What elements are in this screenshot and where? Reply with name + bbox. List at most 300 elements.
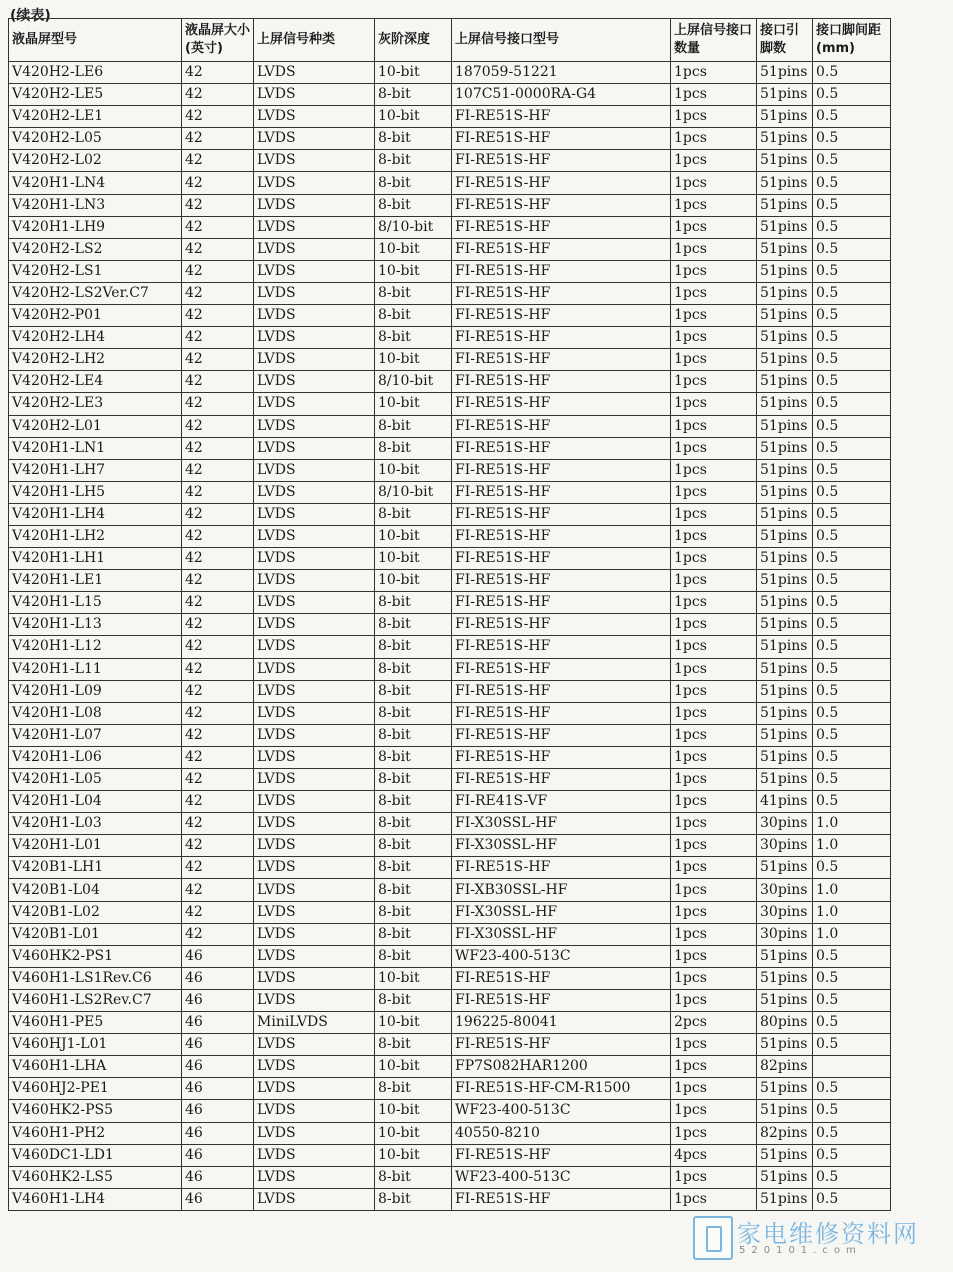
cell-model: V420H1-L01 bbox=[9, 835, 182, 857]
cell-connector-model: 187059-51221 bbox=[452, 62, 671, 84]
cell-pin-count: 51pins bbox=[757, 1144, 813, 1166]
cell-model: V420H2-L05 bbox=[9, 128, 182, 150]
cell-size: 42 bbox=[182, 415, 254, 437]
cell-signal-type: LVDS bbox=[254, 548, 375, 570]
cell-size: 42 bbox=[182, 746, 254, 768]
cell-pin-count: 51pins bbox=[757, 614, 813, 636]
table-row bbox=[9, 1034, 891, 1056]
cell-pin-count: 51pins bbox=[757, 238, 813, 260]
cell-size: 46 bbox=[182, 1188, 254, 1210]
cell-pin-pitch: 0.5 bbox=[813, 481, 891, 503]
cell-connector-model: FI-RE51S-HF bbox=[452, 702, 671, 724]
cell-gray-depth: 8-bit bbox=[375, 857, 452, 879]
cell-connector-model: FI-RE51S-HF bbox=[452, 1188, 671, 1210]
cell-gray-depth: 8-bit bbox=[375, 415, 452, 437]
cell-size: 46 bbox=[182, 1144, 254, 1166]
cell-size: 46 bbox=[182, 1078, 254, 1100]
cell-signal-type: LVDS bbox=[254, 62, 375, 84]
cell-model: V420H1-L05 bbox=[9, 769, 182, 791]
table-row bbox=[9, 260, 891, 282]
cell-connector-model: FI-RE51S-HF bbox=[452, 305, 671, 327]
cell-connector-count: 1pcs bbox=[671, 371, 757, 393]
table-row bbox=[9, 592, 891, 614]
cell-connector-model: FI-RE51S-HF bbox=[452, 592, 671, 614]
table-row bbox=[9, 327, 891, 349]
cell-model: V420H1-L09 bbox=[9, 680, 182, 702]
cell-model: V420H2-LE3 bbox=[9, 393, 182, 415]
table-row bbox=[9, 503, 891, 525]
cell-connector-count: 1pcs bbox=[671, 1078, 757, 1100]
cell-size: 42 bbox=[182, 128, 254, 150]
cell-model: V420H1-L04 bbox=[9, 791, 182, 813]
cell-connector-count: 1pcs bbox=[671, 901, 757, 923]
table-row bbox=[9, 570, 891, 592]
table-row bbox=[9, 106, 891, 128]
cell-gray-depth: 10-bit bbox=[375, 393, 452, 415]
cell-model: V420B1-L04 bbox=[9, 879, 182, 901]
cell-pin-count: 51pins bbox=[757, 260, 813, 282]
cell-pin-count: 51pins bbox=[757, 1034, 813, 1056]
cell-gray-depth: 8-bit bbox=[375, 194, 452, 216]
cell-pin-pitch: 0.5 bbox=[813, 305, 891, 327]
cell-pin-pitch: 0.5 bbox=[813, 238, 891, 260]
cell-signal-type: LVDS bbox=[254, 1188, 375, 1210]
cell-gray-depth: 8-bit bbox=[375, 128, 452, 150]
cell-connector-count: 1pcs bbox=[671, 570, 757, 592]
cell-gray-depth: 8-bit bbox=[375, 879, 452, 901]
cell-connector-model: FI-RE51S-HF bbox=[452, 238, 671, 260]
cell-connector-model: FI-X30SSL-HF bbox=[452, 923, 671, 945]
cell-pin-count: 51pins bbox=[757, 857, 813, 879]
cell-signal-type: LVDS bbox=[254, 194, 375, 216]
logo-icon bbox=[693, 1216, 733, 1260]
cell-connector-model: FI-RE51S-HF bbox=[452, 260, 671, 282]
cell-connector-count: 1pcs bbox=[671, 658, 757, 680]
cell-size: 42 bbox=[182, 702, 254, 724]
cell-signal-type: LVDS bbox=[254, 459, 375, 481]
cell-connector-count: 1pcs bbox=[671, 769, 757, 791]
cell-gray-depth: 8-bit bbox=[375, 702, 452, 724]
table-row bbox=[9, 813, 891, 835]
cell-connector-count: 1pcs bbox=[671, 62, 757, 84]
cell-connector-model: FI-RE51S-HF bbox=[452, 282, 671, 304]
cell-pin-count: 30pins bbox=[757, 879, 813, 901]
table-row bbox=[9, 923, 891, 945]
cell-connector-count: 1pcs bbox=[671, 327, 757, 349]
cell-signal-type: LVDS bbox=[254, 592, 375, 614]
cell-pin-pitch: 0.5 bbox=[813, 459, 891, 481]
cell-connector-count: 1pcs bbox=[671, 194, 757, 216]
cell-signal-type: LVDS bbox=[254, 835, 375, 857]
cell-connector-model: FI-RE51S-HF bbox=[452, 150, 671, 172]
cell-connector-count: 1pcs bbox=[671, 260, 757, 282]
table-row bbox=[9, 415, 891, 437]
cell-connector-model: FI-RE51S-HF bbox=[452, 1034, 671, 1056]
cell-pin-pitch: 1.0 bbox=[813, 923, 891, 945]
cell-connector-model: FI-RE51S-HF bbox=[452, 746, 671, 768]
cell-model: V420H2-P01 bbox=[9, 305, 182, 327]
cell-signal-type: LVDS bbox=[254, 1078, 375, 1100]
cell-connector-model: WF23-400-513C bbox=[452, 1100, 671, 1122]
table-row bbox=[9, 746, 891, 768]
cell-pin-pitch: 0.5 bbox=[813, 437, 891, 459]
cell-model: V420H2-L01 bbox=[9, 415, 182, 437]
cell-pin-count: 51pins bbox=[757, 636, 813, 658]
cell-connector-model: FI-RE51S-HF bbox=[452, 481, 671, 503]
cell-size: 42 bbox=[182, 216, 254, 238]
cell-signal-type: LVDS bbox=[254, 945, 375, 967]
cell-size: 46 bbox=[182, 989, 254, 1011]
cell-model: V420H2-L02 bbox=[9, 150, 182, 172]
cell-signal-type: LVDS bbox=[254, 128, 375, 150]
cell-gray-depth: 10-bit bbox=[375, 570, 452, 592]
table-row bbox=[9, 525, 891, 547]
table-row bbox=[9, 216, 891, 238]
cell-size: 42 bbox=[182, 879, 254, 901]
table-row bbox=[9, 1078, 891, 1100]
cell-pin-pitch: 0.5 bbox=[813, 1100, 891, 1122]
cell-connector-count: 1pcs bbox=[671, 614, 757, 636]
cell-connector-model: FI-RE51S-HF bbox=[452, 415, 671, 437]
cell-pin-pitch bbox=[813, 1056, 891, 1078]
cell-connector-model: FI-RE51S-HF bbox=[452, 525, 671, 547]
cell-pin-count: 51pins bbox=[757, 216, 813, 238]
cell-model: V420H1-LH5 bbox=[9, 481, 182, 503]
lcd-spec-table bbox=[8, 18, 891, 1211]
table-row bbox=[9, 680, 891, 702]
cell-connector-model: WF23-400-513C bbox=[452, 945, 671, 967]
cell-model: V420H1-LN4 bbox=[9, 172, 182, 194]
table-row bbox=[9, 1012, 891, 1034]
cell-gray-depth: 8-bit bbox=[375, 503, 452, 525]
header-size: 液晶屏大小(英寸) bbox=[182, 19, 254, 62]
cell-pin-pitch: 0.5 bbox=[813, 1144, 891, 1166]
cell-signal-type: LVDS bbox=[254, 327, 375, 349]
cell-pin-pitch: 0.5 bbox=[813, 945, 891, 967]
cell-gray-depth: 8-bit bbox=[375, 614, 452, 636]
cell-connector-model: FI-RE51S-HF bbox=[452, 724, 671, 746]
cell-connector-count: 1pcs bbox=[671, 989, 757, 1011]
table-row bbox=[9, 658, 891, 680]
cell-pin-pitch: 0.5 bbox=[813, 150, 891, 172]
cell-signal-type: LVDS bbox=[254, 371, 375, 393]
cell-signal-type: LVDS bbox=[254, 570, 375, 592]
cell-model: V420H2-LS2Ver.C7 bbox=[9, 282, 182, 304]
cell-size: 42 bbox=[182, 194, 254, 216]
cell-signal-type: LVDS bbox=[254, 393, 375, 415]
cell-model: V420H2-LE1 bbox=[9, 106, 182, 128]
cell-size: 42 bbox=[182, 260, 254, 282]
cell-connector-model: FI-RE51S-HF-CM-R1500 bbox=[452, 1078, 671, 1100]
cell-gray-depth: 8-bit bbox=[375, 282, 452, 304]
cell-signal-type: LVDS bbox=[254, 680, 375, 702]
cell-signal-type: LVDS bbox=[254, 1144, 375, 1166]
cell-gray-depth: 10-bit bbox=[375, 1122, 452, 1144]
table-row bbox=[9, 857, 891, 879]
cell-connector-model: FI-XB30SSL-HF bbox=[452, 879, 671, 901]
cell-pin-count: 51pins bbox=[757, 724, 813, 746]
table-row bbox=[9, 967, 891, 989]
cell-gray-depth: 8-bit bbox=[375, 437, 452, 459]
cell-model: V420H2-LE5 bbox=[9, 84, 182, 106]
cell-signal-type: LVDS bbox=[254, 1166, 375, 1188]
cell-size: 42 bbox=[182, 172, 254, 194]
cell-connector-model: 107C51-0000RA-G4 bbox=[452, 84, 671, 106]
cell-signal-type: LVDS bbox=[254, 349, 375, 371]
cell-size: 42 bbox=[182, 614, 254, 636]
cell-size: 42 bbox=[182, 150, 254, 172]
cell-connector-model: FP7S082HAR1200 bbox=[452, 1056, 671, 1078]
cell-connector-count: 1pcs bbox=[671, 702, 757, 724]
cell-size: 42 bbox=[182, 570, 254, 592]
cell-model: V420H2-LE6 bbox=[9, 62, 182, 84]
cell-connector-count: 1pcs bbox=[671, 791, 757, 813]
cell-signal-type: LVDS bbox=[254, 746, 375, 768]
table-row bbox=[9, 393, 891, 415]
cell-model: V420B1-LH1 bbox=[9, 857, 182, 879]
cell-model: V420H1-L07 bbox=[9, 724, 182, 746]
cell-connector-count: 1pcs bbox=[671, 128, 757, 150]
cell-pin-count: 51pins bbox=[757, 1188, 813, 1210]
cell-gray-depth: 10-bit bbox=[375, 106, 452, 128]
cell-gray-depth: 8/10-bit bbox=[375, 481, 452, 503]
cell-model: V460HJ2-PE1 bbox=[9, 1078, 182, 1100]
cell-pin-pitch: 0.5 bbox=[813, 415, 891, 437]
cell-pin-count: 51pins bbox=[757, 658, 813, 680]
cell-size: 42 bbox=[182, 238, 254, 260]
cell-model: V420B1-L01 bbox=[9, 923, 182, 945]
cell-model: V420H1-L15 bbox=[9, 592, 182, 614]
cell-signal-type: LVDS bbox=[254, 282, 375, 304]
cell-signal-type: LVDS bbox=[254, 216, 375, 238]
header-connector-count: 上屏信号接口数量 bbox=[671, 19, 757, 62]
cell-signal-type: LVDS bbox=[254, 172, 375, 194]
cell-pin-pitch: 0.5 bbox=[813, 857, 891, 879]
cell-model: V420H2-LS1 bbox=[9, 260, 182, 282]
cell-pin-count: 51pins bbox=[757, 150, 813, 172]
cell-size: 46 bbox=[182, 967, 254, 989]
cell-signal-type: LVDS bbox=[254, 724, 375, 746]
cell-connector-count: 2pcs bbox=[671, 1012, 757, 1034]
cell-signal-type: LVDS bbox=[254, 503, 375, 525]
cell-size: 42 bbox=[182, 282, 254, 304]
cell-signal-type: LVDS bbox=[254, 813, 375, 835]
cell-model: V460H1-LS1Rev.C6 bbox=[9, 967, 182, 989]
cell-connector-model: FI-RE51S-HF bbox=[452, 172, 671, 194]
cell-gray-depth: 8-bit bbox=[375, 1078, 452, 1100]
cell-size: 42 bbox=[182, 349, 254, 371]
table-row bbox=[9, 1056, 891, 1078]
cell-size: 42 bbox=[182, 393, 254, 415]
cell-connector-count: 1pcs bbox=[671, 746, 757, 768]
cell-size: 42 bbox=[182, 327, 254, 349]
cell-model: V460H1-LS2Rev.C7 bbox=[9, 989, 182, 1011]
cell-gray-depth: 8-bit bbox=[375, 592, 452, 614]
cell-connector-model: FI-RE51S-HF bbox=[452, 658, 671, 680]
cell-size: 42 bbox=[182, 62, 254, 84]
cell-gray-depth: 10-bit bbox=[375, 1056, 452, 1078]
cell-pin-count: 51pins bbox=[757, 128, 813, 150]
cell-pin-count: 51pins bbox=[757, 702, 813, 724]
cell-connector-model: FI-RE51S-HF bbox=[452, 128, 671, 150]
cell-pin-count: 51pins bbox=[757, 437, 813, 459]
cell-pin-count: 51pins bbox=[757, 481, 813, 503]
cell-pin-count: 51pins bbox=[757, 393, 813, 415]
cell-signal-type: LVDS bbox=[254, 614, 375, 636]
cell-connector-model: FI-RE51S-HF bbox=[452, 437, 671, 459]
cell-pin-pitch: 0.5 bbox=[813, 658, 891, 680]
cell-pin-count: 51pins bbox=[757, 525, 813, 547]
cell-gray-depth: 8/10-bit bbox=[375, 371, 452, 393]
cell-size: 42 bbox=[182, 835, 254, 857]
cell-gray-depth: 8-bit bbox=[375, 1034, 452, 1056]
cell-size: 42 bbox=[182, 437, 254, 459]
cell-pin-pitch: 0.5 bbox=[813, 724, 891, 746]
cell-connector-count: 1pcs bbox=[671, 967, 757, 989]
cell-pin-count: 51pins bbox=[757, 548, 813, 570]
cell-signal-type: LVDS bbox=[254, 1034, 375, 1056]
table-row bbox=[9, 945, 891, 967]
cell-gray-depth: 8-bit bbox=[375, 680, 452, 702]
cell-size: 46 bbox=[182, 1056, 254, 1078]
cell-pin-count: 51pins bbox=[757, 746, 813, 768]
cell-model: V420H1-L11 bbox=[9, 658, 182, 680]
cell-connector-model: FI-X30SSL-HF bbox=[452, 901, 671, 923]
cell-signal-type: MiniLVDS bbox=[254, 1012, 375, 1034]
cell-signal-type: LVDS bbox=[254, 84, 375, 106]
cell-signal-type: LVDS bbox=[254, 967, 375, 989]
cell-connector-model: FI-RE51S-HF bbox=[452, 614, 671, 636]
cell-size: 42 bbox=[182, 305, 254, 327]
cell-pin-count: 51pins bbox=[757, 967, 813, 989]
cell-model: V420H1-L12 bbox=[9, 636, 182, 658]
cell-gray-depth: 10-bit bbox=[375, 548, 452, 570]
cell-model: V420H2-LH4 bbox=[9, 327, 182, 349]
cell-connector-count: 1pcs bbox=[671, 238, 757, 260]
cell-connector-count: 1pcs bbox=[671, 1056, 757, 1078]
cell-connector-count: 1pcs bbox=[671, 503, 757, 525]
cell-pin-count: 51pins bbox=[757, 371, 813, 393]
cell-pin-pitch: 0.5 bbox=[813, 194, 891, 216]
cell-pin-pitch: 0.5 bbox=[813, 592, 891, 614]
cell-gray-depth: 10-bit bbox=[375, 349, 452, 371]
cell-gray-depth: 8-bit bbox=[375, 813, 452, 835]
cell-connector-count: 1pcs bbox=[671, 393, 757, 415]
cell-signal-type: LVDS bbox=[254, 305, 375, 327]
cell-size: 42 bbox=[182, 724, 254, 746]
cell-pin-count: 51pins bbox=[757, 945, 813, 967]
cell-connector-model: FI-RE51S-HF bbox=[452, 393, 671, 415]
cell-connector-count: 1pcs bbox=[671, 1122, 757, 1144]
cell-pin-count: 30pins bbox=[757, 923, 813, 945]
cell-pin-pitch: 1.0 bbox=[813, 835, 891, 857]
cell-size: 46 bbox=[182, 945, 254, 967]
cell-connector-count: 1pcs bbox=[671, 349, 757, 371]
cell-pin-pitch: 0.5 bbox=[813, 128, 891, 150]
table-row bbox=[9, 1122, 891, 1144]
table-row bbox=[9, 62, 891, 84]
cell-signal-type: LVDS bbox=[254, 437, 375, 459]
cell-connector-count: 1pcs bbox=[671, 216, 757, 238]
cell-pin-pitch: 0.5 bbox=[813, 327, 891, 349]
cell-size: 42 bbox=[182, 923, 254, 945]
cell-pin-pitch: 0.5 bbox=[813, 1034, 891, 1056]
cell-connector-model: FI-RE51S-HF bbox=[452, 857, 671, 879]
cell-connector-count: 1pcs bbox=[671, 481, 757, 503]
cell-size: 46 bbox=[182, 1166, 254, 1188]
cell-connector-count: 1pcs bbox=[671, 680, 757, 702]
cell-size: 42 bbox=[182, 592, 254, 614]
cell-signal-type: LVDS bbox=[254, 923, 375, 945]
cell-size: 42 bbox=[182, 371, 254, 393]
cell-signal-type: LVDS bbox=[254, 150, 375, 172]
cell-connector-model: FI-RE51S-HF bbox=[452, 1144, 671, 1166]
cell-signal-type: LVDS bbox=[254, 525, 375, 547]
cell-pin-pitch: 0.5 bbox=[813, 393, 891, 415]
cell-pin-pitch: 0.5 bbox=[813, 84, 891, 106]
cell-signal-type: LVDS bbox=[254, 702, 375, 724]
cell-pin-count: 51pins bbox=[757, 172, 813, 194]
cell-pin-count: 51pins bbox=[757, 349, 813, 371]
table-row bbox=[9, 172, 891, 194]
cell-pin-count: 51pins bbox=[757, 1078, 813, 1100]
cell-signal-type: LVDS bbox=[254, 857, 375, 879]
cell-connector-count: 4pcs bbox=[671, 1144, 757, 1166]
cell-model: V460H1-PH2 bbox=[9, 1122, 182, 1144]
cell-connector-count: 1pcs bbox=[671, 879, 757, 901]
table-row bbox=[9, 371, 891, 393]
cell-gray-depth: 8-bit bbox=[375, 1188, 452, 1210]
cell-signal-type: LVDS bbox=[254, 481, 375, 503]
cell-pin-pitch: 0.5 bbox=[813, 106, 891, 128]
cell-connector-count: 1pcs bbox=[671, 415, 757, 437]
cell-connector-model: FI-RE51S-HF bbox=[452, 349, 671, 371]
cell-gray-depth: 8-bit bbox=[375, 150, 452, 172]
header-gray-depth: 灰阶深度 bbox=[375, 19, 452, 62]
cell-signal-type: LVDS bbox=[254, 658, 375, 680]
cell-connector-count: 1pcs bbox=[671, 106, 757, 128]
cell-pin-pitch: 0.5 bbox=[813, 172, 891, 194]
cell-connector-model: FI-RE51S-HF bbox=[452, 106, 671, 128]
cell-model: V460HJ1-L01 bbox=[9, 1034, 182, 1056]
cell-gray-depth: 8-bit bbox=[375, 658, 452, 680]
cell-connector-model: 196225-80041 bbox=[452, 1012, 671, 1034]
table-row bbox=[9, 1188, 891, 1210]
cell-pin-pitch: 0.5 bbox=[813, 62, 891, 84]
watermark-url: 520101.com bbox=[739, 1245, 862, 1256]
table-row bbox=[9, 724, 891, 746]
cell-connector-count: 1pcs bbox=[671, 857, 757, 879]
cell-connector-model: FI-RE51S-HF bbox=[452, 459, 671, 481]
cell-pin-count: 30pins bbox=[757, 813, 813, 835]
cell-gray-depth: 8-bit bbox=[375, 835, 452, 857]
cell-model: V420H1-LN1 bbox=[9, 437, 182, 459]
cell-gray-depth: 10-bit bbox=[375, 238, 452, 260]
cell-model: V460H1-LHA bbox=[9, 1056, 182, 1078]
cell-pin-count: 51pins bbox=[757, 194, 813, 216]
cell-connector-count: 1pcs bbox=[671, 84, 757, 106]
table-row bbox=[9, 1166, 891, 1188]
cell-gray-depth: 8-bit bbox=[375, 901, 452, 923]
cell-pin-pitch: 0.5 bbox=[813, 702, 891, 724]
cell-connector-count: 1pcs bbox=[671, 548, 757, 570]
cell-connector-model: FI-RE51S-HF bbox=[452, 371, 671, 393]
cell-pin-pitch: 0.5 bbox=[813, 503, 891, 525]
table-row bbox=[9, 459, 891, 481]
cell-gray-depth: 8-bit bbox=[375, 724, 452, 746]
cell-signal-type: LVDS bbox=[254, 1056, 375, 1078]
cell-pin-pitch: 0.5 bbox=[813, 791, 891, 813]
